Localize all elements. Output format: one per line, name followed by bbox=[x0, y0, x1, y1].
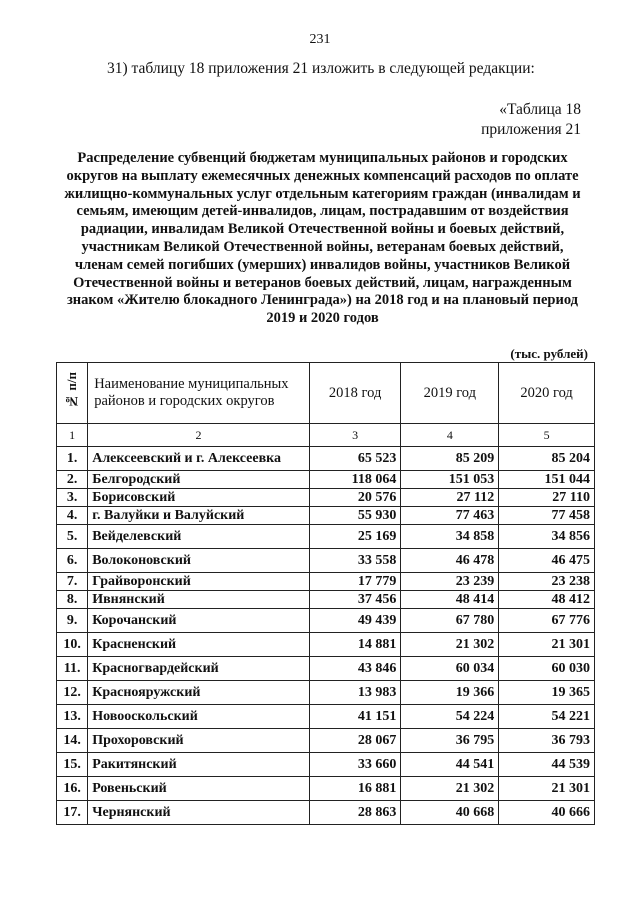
value-2018: 41 151 bbox=[309, 705, 401, 729]
row-number: 17. bbox=[57, 801, 88, 825]
row-number: 6. bbox=[57, 549, 88, 573]
value-2019: 27 112 bbox=[401, 489, 499, 507]
value-2020: 54 221 bbox=[499, 705, 595, 729]
table-reference bbox=[481, 100, 581, 140]
district-name: г. Валуйки и Валуйский bbox=[88, 507, 310, 525]
value-2018: 33 558 bbox=[309, 549, 401, 573]
value-2019: 34 858 bbox=[401, 525, 499, 549]
value-2018: 17 779 bbox=[309, 573, 401, 591]
table-row bbox=[57, 591, 595, 609]
value-2020: 85 204 bbox=[499, 447, 595, 471]
value-2020: 44 539 bbox=[499, 753, 595, 777]
header-2018: 2018 год bbox=[309, 363, 401, 424]
table-row bbox=[57, 573, 595, 591]
district-name: Ракитянский bbox=[88, 753, 310, 777]
table-row bbox=[57, 753, 595, 777]
value-2019: 44 541 bbox=[401, 753, 499, 777]
column-number: 1 bbox=[57, 424, 88, 447]
value-2019: 151 053 bbox=[401, 471, 499, 489]
value-2020: 151 044 bbox=[499, 471, 595, 489]
row-number: 15. bbox=[57, 753, 88, 777]
units-label: (тыс. рублей) bbox=[510, 346, 588, 361]
value-2018: 20 576 bbox=[309, 489, 401, 507]
value-2020: 34 856 bbox=[499, 525, 595, 549]
row-number: 10. bbox=[57, 633, 88, 657]
row-number: 4. bbox=[57, 507, 88, 525]
header-row bbox=[57, 363, 595, 424]
value-2018: 14 881 bbox=[309, 633, 401, 657]
value-2019: 67 780 bbox=[401, 609, 499, 633]
row-number: 3. bbox=[57, 489, 88, 507]
table-reference-line1: «Таблица 18 bbox=[499, 101, 581, 118]
value-2018: 28 067 bbox=[309, 729, 401, 753]
subvention-table bbox=[56, 362, 595, 825]
value-2018: 43 846 bbox=[309, 657, 401, 681]
row-number: 16. bbox=[57, 777, 88, 801]
header-name: Наименование муниципальных районов и городских округов bbox=[88, 363, 310, 424]
district-name: Ивнянский bbox=[88, 591, 310, 609]
value-2018: 49 439 bbox=[309, 609, 401, 633]
value-2018: 28 863 bbox=[309, 801, 401, 825]
column-number: 3 bbox=[309, 424, 401, 447]
row-number: 14. bbox=[57, 729, 88, 753]
table-reference-line2: приложения 21 bbox=[481, 121, 581, 138]
table-row bbox=[57, 801, 595, 825]
value-2018: 55 930 bbox=[309, 507, 401, 525]
value-2018: 16 881 bbox=[309, 777, 401, 801]
row-number: 1. bbox=[57, 447, 88, 471]
district-name: Вейделевский bbox=[88, 525, 310, 549]
district-name: Красненский bbox=[88, 633, 310, 657]
table-row bbox=[57, 633, 595, 657]
district-name: Красногвардейский bbox=[88, 657, 310, 681]
district-name: Прохоровский bbox=[88, 729, 310, 753]
table-row bbox=[57, 489, 595, 507]
value-2020: 23 238 bbox=[499, 573, 595, 591]
value-2020: 19 365 bbox=[499, 681, 595, 705]
table-row bbox=[57, 549, 595, 573]
table-row bbox=[57, 681, 595, 705]
value-2018: 25 169 bbox=[309, 525, 401, 549]
table-row bbox=[57, 609, 595, 633]
value-2020: 21 301 bbox=[499, 777, 595, 801]
column-number: 4 bbox=[401, 424, 499, 447]
value-2019: 54 224 bbox=[401, 705, 499, 729]
district-name: Белгородский bbox=[88, 471, 310, 489]
value-2020: 27 110 bbox=[499, 489, 595, 507]
table-heading: Распределение субвенций бюджетам муниципальных районов и городских округов на выплату ежемесячных денежных компенсаций расходов по оплате жилищно-коммунальных услуг отдельным категориям граждан (инвалидам и семьям, имеющим детей-инвалидов, лицам, пострадавшим от воздействия радиации, инвалидам Великой Отечественной войны и боевых действий, участникам Великой Отечественной войны, ветеранам боевых действий, членам семей погибших (умерших) инвалидов войны, участников Великой Отечественной войны и ветеранов боевых действий, лицам, награжденным знаком «Жителю блокадного Ленинграда») на 2018 год и на плановый период 2019 и 2020 годов bbox=[64, 150, 581, 327]
row-number: 12. bbox=[57, 681, 88, 705]
district-name: Алексеевский и г. Алексеевка bbox=[88, 447, 310, 471]
district-name: Ровеньский bbox=[88, 777, 310, 801]
row-number: 5. bbox=[57, 525, 88, 549]
column-number: 2 bbox=[88, 424, 310, 447]
district-name: Чернянский bbox=[88, 801, 310, 825]
row-number: 9. bbox=[57, 609, 88, 633]
row-number: 2. bbox=[57, 471, 88, 489]
value-2019: 77 463 bbox=[401, 507, 499, 525]
value-2019: 36 795 bbox=[401, 729, 499, 753]
value-2020: 67 776 bbox=[499, 609, 595, 633]
value-2020: 46 475 bbox=[499, 549, 595, 573]
district-name: Краснояружский bbox=[88, 681, 310, 705]
district-name: Корочанский bbox=[88, 609, 310, 633]
district-name: Новооскольский bbox=[88, 705, 310, 729]
row-number: 8. bbox=[57, 591, 88, 609]
header-2019: 2019 год bbox=[401, 363, 499, 424]
value-2020: 60 030 bbox=[499, 657, 595, 681]
value-2019: 40 668 bbox=[401, 801, 499, 825]
value-2019: 19 366 bbox=[401, 681, 499, 705]
table-row bbox=[57, 705, 595, 729]
district-name: Волоконовский bbox=[88, 549, 310, 573]
value-2019: 60 034 bbox=[401, 657, 499, 681]
table-row bbox=[57, 729, 595, 753]
table-row bbox=[57, 447, 595, 471]
header-2020: 2020 год bbox=[499, 363, 595, 424]
value-2018: 65 523 bbox=[309, 447, 401, 471]
row-number: 11. bbox=[57, 657, 88, 681]
row-number: 7. bbox=[57, 573, 88, 591]
district-name: Борисовский bbox=[88, 489, 310, 507]
intro-text: 31) таблицу 18 приложения 21 изложить в следующей редакции: bbox=[107, 60, 535, 77]
page-number: 231 bbox=[309, 32, 331, 47]
value-2019: 23 239 bbox=[401, 573, 499, 591]
value-2019: 48 414 bbox=[401, 591, 499, 609]
table-row bbox=[57, 657, 595, 681]
table-row bbox=[57, 471, 595, 489]
table-row bbox=[57, 777, 595, 801]
value-2020: 77 458 bbox=[499, 507, 595, 525]
column-number: 5 bbox=[499, 424, 595, 447]
value-2019: 21 302 bbox=[401, 777, 499, 801]
value-2019: 21 302 bbox=[401, 633, 499, 657]
row-number: 13. bbox=[57, 705, 88, 729]
value-2020: 36 793 bbox=[499, 729, 595, 753]
table-row bbox=[57, 507, 595, 525]
value-2020: 21 301 bbox=[499, 633, 595, 657]
value-2019: 85 209 bbox=[401, 447, 499, 471]
value-2019: 46 478 bbox=[401, 549, 499, 573]
value-2018: 118 064 bbox=[309, 471, 401, 489]
value-2018: 13 983 bbox=[309, 681, 401, 705]
table-row bbox=[57, 525, 595, 549]
district-name: Грайворонский bbox=[88, 573, 310, 591]
value-2020: 40 666 bbox=[499, 801, 595, 825]
column-numbers-row bbox=[57, 424, 595, 447]
value-2020: 48 412 bbox=[499, 591, 595, 609]
value-2018: 33 660 bbox=[309, 753, 401, 777]
value-2018: 37 456 bbox=[309, 591, 401, 609]
header-number: № п/п bbox=[57, 363, 88, 424]
